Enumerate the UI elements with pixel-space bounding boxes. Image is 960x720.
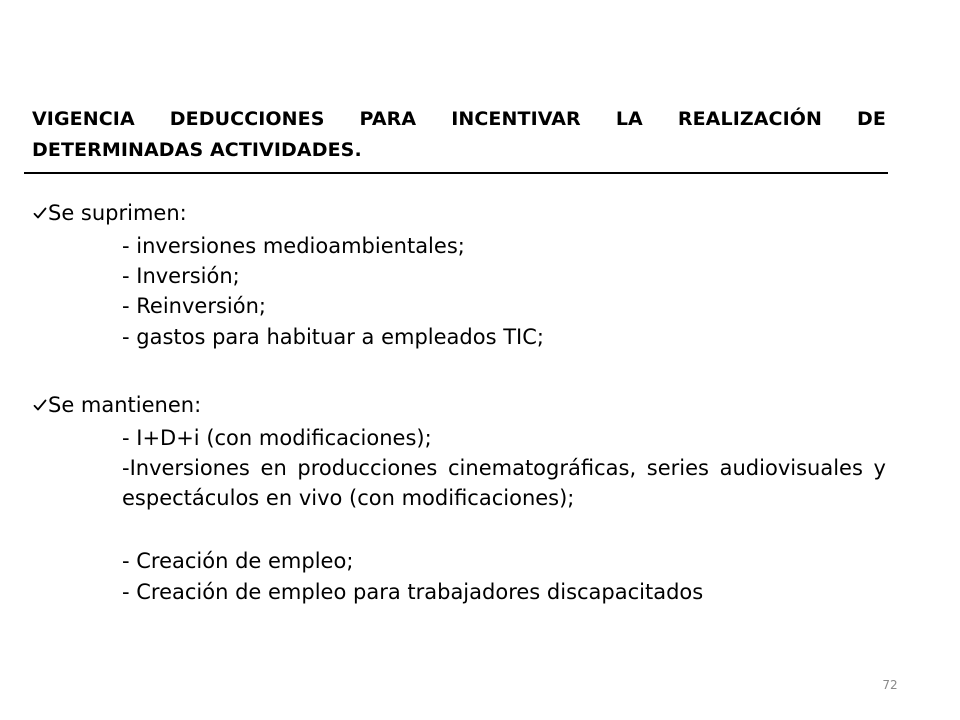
title-underline xyxy=(24,172,888,174)
check-icon xyxy=(33,206,47,220)
slide-title: VIGENCIA DEDUCCIONES PARA INCENTIVAR LA REALIZACIÓN DE DETERMINADAS ACTIVIDADES. xyxy=(32,108,886,161)
list-item: - Creación de empleo; xyxy=(122,549,354,573)
page-number: 72 xyxy=(882,678,898,692)
list-item: - Inversión; xyxy=(122,264,240,288)
list-item: - Reinversión; xyxy=(122,294,266,318)
section-heading-suprimen xyxy=(33,198,187,228)
list-item: - inversiones medioambientales; xyxy=(122,234,465,258)
list-item: -Inversiones en producciones cinematográficas, series audiovisuales y espectáculos en vivo (con modificaciones); xyxy=(122,456,886,510)
section-heading-label: Se suprimen: xyxy=(48,201,187,225)
section-heading-mantienen xyxy=(33,390,201,420)
list-item: - gastos para habituar a empleados TIC; xyxy=(122,325,544,349)
list-item: - Creación de empleo para trabajadores discapacitados xyxy=(122,580,704,604)
check-icon xyxy=(33,398,47,412)
list-item: - I+D+i (con modificaciones); xyxy=(122,426,432,450)
section-heading-label: Se mantienen: xyxy=(48,393,202,417)
